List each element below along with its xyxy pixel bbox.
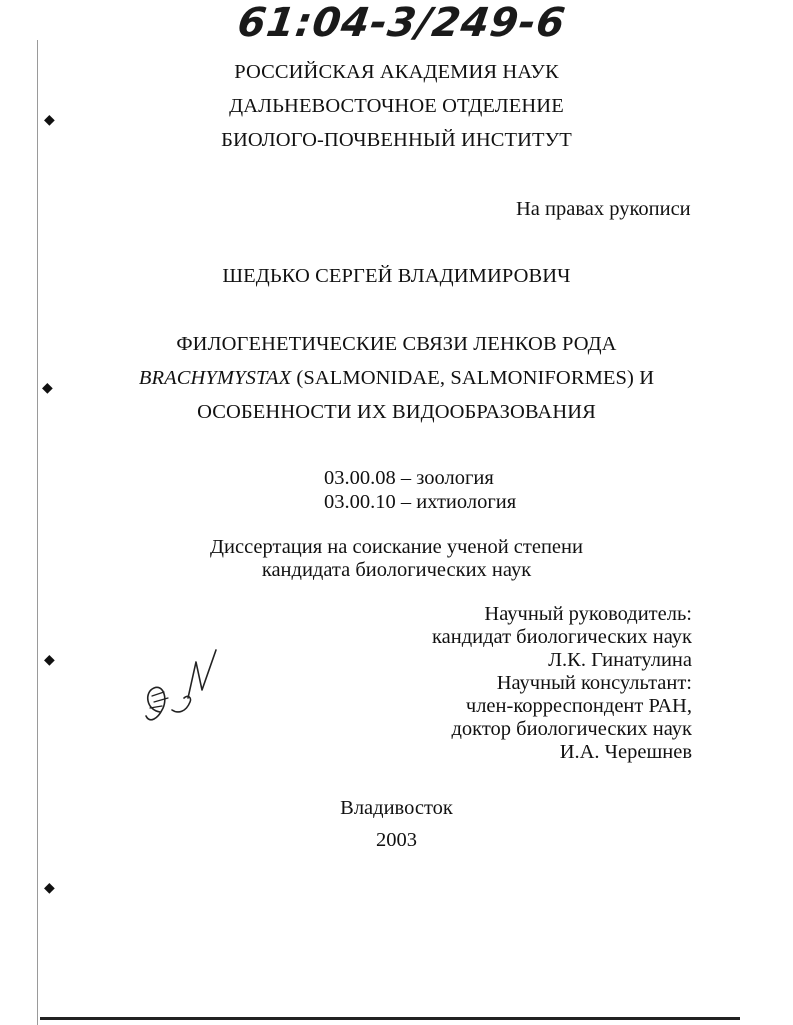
signature-icon bbox=[138, 640, 228, 730]
title-line-2-rest: (SALMONIDAE, SALMONIFORMES) И bbox=[291, 367, 655, 389]
degree-line-2: кандидата биологических наук bbox=[261, 559, 532, 581]
genus-name: BRACHYMYSTAX bbox=[138, 367, 292, 389]
header-branch: ДАЛЬНЕВОСТОЧНОЕ ОТДЕЛЕНИЕ bbox=[229, 95, 564, 117]
supervisor-label: Научный руководитель: bbox=[484, 603, 692, 625]
consultant-label: Научный консультант: bbox=[496, 672, 692, 694]
archive-code-handwritten: 61:04-3/249-6 bbox=[234, 0, 569, 46]
title-line-1: ФИЛОГЕНЕТИЧЕСКИЕ СВЯЗИ ЛЕНКОВ РОДА bbox=[176, 333, 617, 355]
supervisor-degree: кандидат биологических наук bbox=[431, 626, 692, 648]
header-academy: РОССИЙСКАЯ АКАДЕМИЯ НАУК bbox=[234, 61, 559, 83]
supervisor-name: Л.К. Гинатулина bbox=[548, 649, 692, 671]
punch-hole-mark: ◆ bbox=[42, 381, 53, 396]
specialty-ichthyology: 03.00.10 – ихтиология bbox=[324, 491, 517, 513]
year: 2003 bbox=[376, 829, 417, 851]
header-institute: БИОЛОГО-ПОЧВЕННЫЙ ИНСТИТУТ bbox=[221, 129, 572, 151]
specialty-zoology: 03.00.08 – зоология bbox=[324, 467, 494, 489]
punch-hole-mark: ◆ bbox=[44, 113, 55, 128]
degree-line-1: Диссертация на соискание ученой степени bbox=[210, 536, 583, 558]
rights-note: На правах рукописи bbox=[516, 198, 691, 220]
punch-hole-mark: ◆ bbox=[44, 881, 55, 896]
title-line-3: ОСОБЕННОСТИ ИХ ВИДООБРАЗОВАНИЯ bbox=[197, 401, 596, 423]
author-name: ШЕДЬКО СЕРГЕЙ ВЛАДИМИРОВИЧ bbox=[222, 265, 571, 287]
scan-bottom-edge bbox=[40, 1017, 740, 1020]
advisors-block bbox=[432, 603, 692, 764]
title-line-2 bbox=[0, 366, 793, 390]
consultant-degree: доктор биологических наук bbox=[451, 718, 692, 740]
scan-margin-line bbox=[37, 40, 38, 1025]
city: Владивосток bbox=[340, 797, 453, 819]
punch-hole-mark: ◆ bbox=[44, 653, 55, 668]
consultant-title: член-корреспондент РАН, bbox=[465, 695, 692, 717]
consultant-name: И.А. Черешнев bbox=[559, 741, 692, 763]
